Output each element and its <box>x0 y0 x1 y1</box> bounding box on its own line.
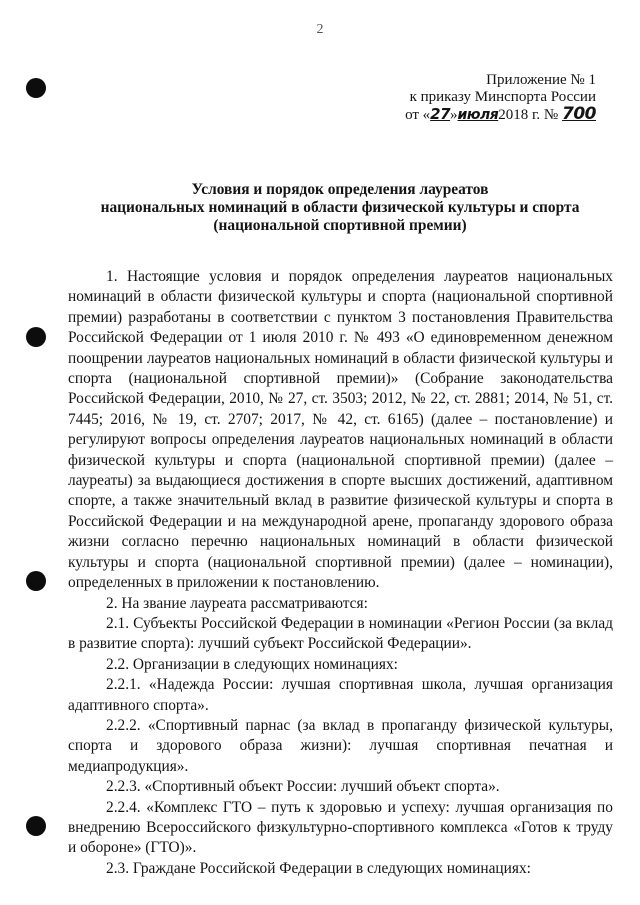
paragraph-2-2-4: 2.2.4. «Комплекс ГТО – путь к здоровью и успеху: лучшая организация по внедрению Всероссийского физкультурно-спортивного комплекса «Готов к труду и обороне» (ГТО)». <box>68 798 613 857</box>
paragraph-2-2-3: 2.2.3. «Спортивный объект России: лучший объект спорта». <box>106 778 500 796</box>
title-line-1: Условия и порядок определения лауреатов <box>191 181 489 198</box>
punch-hole-3 <box>26 571 46 591</box>
title-line-2: национальных номинаций в области физической культуры и спорта <box>100 199 580 216</box>
paragraph-2-2-2: 2.2.2. «Спортивный парнас (за вклад в пропаганду физической культуры, спорта и здорового образа жизни): лучшая спортивная печатная и медиапродукция». <box>68 716 613 775</box>
appendix-order-ref: к приказу Минспорта России <box>409 89 596 105</box>
paragraph-2-1: 2.1. Субъекты Российской Федерации в номинации «Регион России (за вклад в развитие спорта): лучший субъект Российской Федерации». <box>68 614 613 653</box>
paragraph-1: 1. Настоящие условия и порядок определения лауреатов национальных номинаций в области физической культуры и спорта (национальной спортивной премии) разработаны в соответствии с пунктом 3 постановления Правительства Российской Федерации от 1 июля 2010 г. № 493 «О единовременном денежном поощрении лауреатов национальных номинаций в области физической культуры и спорта (национальной спортивной премии)» (Собрание законодательства Российской Федерации, 2010, № 27, ст. 3503; 2012, № 22, ст. 2881; 2014, № 51, ст. 7445; 2016, № 19, ст. 2707; 2017, № 42, ст. 6165) (далее – постановление) и регулируют вопросы определения лауреатов национальных номинаций в области физической культуры и спорта (национальной спортивной премии) (далее – лауреаты) за выдающиеся достижения в спорте высших достижений, адаптивном спорте, а также значительный вклад в развитие физической культуры и спорта в Российской Федерации и на международной арене, пропаганду здорового образа жизни согласно перечню национальных номинаций в области физической культуры и спорта (национальной спортивной премии) (далее – номинации), определенных в приложении к постановлению. <box>68 268 613 592</box>
page-number: 2 <box>316 22 324 37</box>
date-prefix: от « <box>405 107 431 123</box>
appendix-title: Приложение № 1 <box>486 72 596 88</box>
punch-hole-4 <box>26 816 46 836</box>
date-quote-close: » <box>450 107 458 123</box>
punch-hole-1 <box>26 78 46 98</box>
paragraph-2-3: 2.3. Граждане Российской Федерации в следующих номинациях: <box>106 859 531 877</box>
handwritten-order-number: 700 <box>562 104 596 124</box>
handwritten-month: июля <box>457 107 499 123</box>
paragraph-2-2-1: 2.2.1. «Надежда России: лучшая спортивная школа, лучшая организация адаптивного спорта». <box>68 676 613 714</box>
punch-hole-2 <box>26 327 46 347</box>
paragraph-2: 2. На звание лауреата рассматриваются: <box>106 594 368 612</box>
paragraph-2-2: 2.2. Организации в следующих номинациях: <box>106 655 398 673</box>
document-body <box>68 267 613 879</box>
date-year-number-label: 2018 г. № <box>498 107 559 123</box>
handwritten-day: 27 <box>430 105 451 123</box>
document-title <box>60 181 620 235</box>
appendix-header <box>356 72 596 124</box>
appendix-order-date <box>356 106 596 124</box>
title-line-3: (национальной спортивной премии) <box>213 217 467 234</box>
